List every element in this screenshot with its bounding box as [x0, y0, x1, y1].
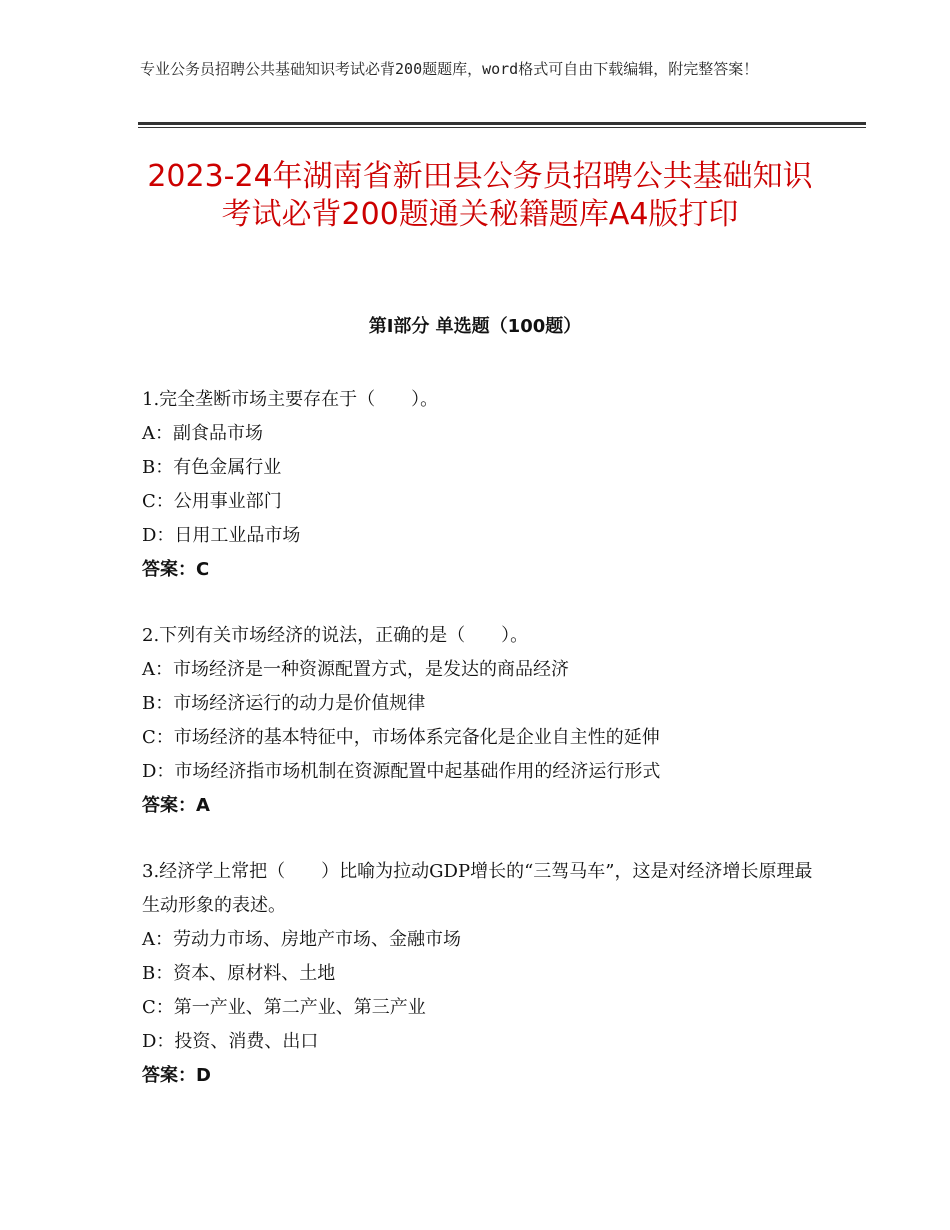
option-d: D：投资、消费、出口: [142, 1031, 319, 1052]
answer: 答案：D: [142, 1065, 211, 1086]
option-d: D：市场经济指市场机制在资源配置中起基础作用的经济运行形式: [142, 761, 661, 782]
question-list: [142, 383, 822, 1125]
question-stem: 1.完全垄断市场主要存在于（ ）。: [142, 389, 439, 410]
option-c: C：公用事业部门: [142, 491, 282, 512]
question-stem: 3.经济学上常把（ ）比喻为拉动GDP增长的“三驾马车”，这是对经济增长原理最生动形象的表述。: [142, 861, 813, 916]
option-d: D：日用工业品市场: [142, 525, 301, 546]
document-title: 2023-24年湖南省新田县公务员招聘公共基础知识考试必背200题通关秘籍题库A4版打印: [147, 159, 813, 232]
question-1: [142, 383, 822, 587]
option-a: A：市场经济是一种资源配置方式，是发达的商品经济: [142, 659, 569, 680]
option-b: B：市场经济运行的动力是价值规律: [142, 693, 426, 714]
option-b: B：有色金属行业: [142, 457, 282, 478]
option-c: C：市场经济的基本特征中，市场体系完备化是企业自主性的延伸: [142, 727, 660, 748]
question-3: [142, 855, 822, 1093]
answer: 答案：C: [142, 559, 210, 580]
option-a: A：副食品市场: [142, 423, 263, 444]
question-2: [142, 619, 822, 823]
option-b: B：资本、原材料、土地: [142, 963, 336, 984]
header-note: 专业公务员招聘公共基础知识考试必背200题题库，word格式可自由下载编辑，附完整答案！: [140, 60, 759, 78]
header-rule-thin: [138, 127, 866, 128]
question-stem: 2.下列有关市场经济的说法，正确的是（ ）。: [142, 625, 529, 646]
header-rule-thick: [138, 122, 866, 125]
answer: 答案：A: [142, 795, 210, 816]
section-title: 第Ⅰ部分 单选题（100题）: [368, 316, 582, 337]
option-a: A：劳动力市场、房地产市场、金融市场: [142, 929, 461, 950]
option-c: C：第一产业、第二产业、第三产业: [142, 997, 426, 1018]
